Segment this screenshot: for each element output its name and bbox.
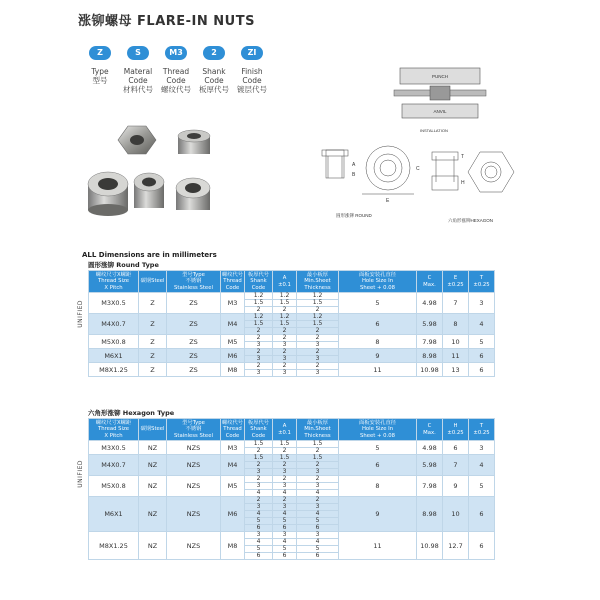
shank-code-cell: 3	[245, 469, 273, 476]
header-hole-size: 面板安装孔直径 Hole Size In Sheet + 0.08	[339, 419, 417, 441]
material-code-label: Materal Code 材料代号	[123, 67, 153, 94]
a-value-cell: 2	[273, 335, 297, 342]
hole-size-cell: 9	[339, 497, 417, 532]
stainless-part-cell: NZS	[167, 476, 221, 497]
hole-size-cell: 8	[339, 335, 417, 349]
stainless-part-cell: NZS	[167, 441, 221, 455]
a-value-cell: 2	[273, 476, 297, 483]
a-value-cell: 4	[273, 539, 297, 546]
round-table-body	[89, 271, 495, 377]
dimensions-note: ALL Dimensions are in millimeters	[82, 251, 217, 259]
thread-code-cell: M5	[221, 335, 245, 349]
a-value-cell: 6	[273, 525, 297, 532]
shank-code-cell: 3	[245, 532, 273, 539]
thread-code-cell: M3	[221, 293, 245, 314]
header-thread-code: 螺纹代号 Thread Code	[221, 419, 244, 439]
thread-code-cell: M4	[221, 314, 245, 335]
shank-code-cell: 2	[245, 448, 273, 455]
c-max-cell: 4.98	[417, 293, 443, 314]
min-sheet-cell: 3	[297, 532, 339, 539]
part-number-code-legend	[84, 46, 284, 106]
hexagon-drawing-caption: 六角形涨铆HEXAGON	[448, 218, 494, 223]
stainless-part-cell: ZS	[167, 293, 221, 314]
a-value-cell: 3	[273, 342, 297, 349]
a-value-cell: 3	[273, 469, 297, 476]
c-max-cell: 5.98	[417, 314, 443, 335]
table-row	[89, 363, 495, 370]
thread-code	[160, 46, 192, 94]
header-steel: 碳钢Steel	[139, 271, 167, 293]
a-value-cell: 3	[273, 356, 297, 363]
header-min-sheet: 最小板厚 Min.Sheet Thickness	[297, 271, 339, 293]
a-value-cell: 1.5	[273, 441, 297, 448]
steel-part-cell: Z	[139, 293, 167, 314]
a-value-cell: 1.5	[273, 321, 297, 328]
hole-size-cell: 6	[339, 314, 417, 335]
dimension-drawings	[318, 142, 538, 230]
shank-code-label: Shank Code 板厚代号	[199, 67, 229, 94]
shank-code-cell: 2	[245, 476, 273, 483]
min-sheet-cell: 3	[297, 483, 339, 490]
shank-code-cell: 2	[245, 462, 273, 469]
t-value-cell: 3	[469, 441, 495, 455]
round-nut-image-top	[178, 130, 210, 154]
shank-code-cell: 6	[245, 525, 273, 532]
table-row	[89, 455, 495, 462]
a-value-cell: 5	[273, 546, 297, 553]
round-drawing-caption: 圆形涨铆 ROUND	[336, 213, 372, 218]
steel-part-cell: NZ	[139, 497, 167, 532]
shank-code-cell: 4	[245, 490, 273, 497]
round-nut-image-left	[88, 172, 128, 216]
hole-size-cell: 11	[339, 532, 417, 560]
a-value-cell: 3	[273, 532, 297, 539]
stainless-part-cell: ZS	[167, 335, 221, 349]
t-value-cell: 6	[469, 497, 495, 532]
h-value-cell: 12.7	[443, 532, 469, 560]
c-max-cell: 5.98	[417, 455, 443, 476]
a-value-cell: 4	[273, 490, 297, 497]
t-value-cell: 4	[469, 314, 495, 335]
thread-code-cell: M5	[221, 476, 245, 497]
min-sheet-cell: 3	[297, 469, 339, 476]
thread-size-cell: M5X0.8	[89, 335, 139, 349]
thread-code-cell: M6	[221, 497, 245, 532]
min-sheet-cell: 2	[297, 335, 339, 342]
finish-code	[236, 46, 268, 94]
shank-code-cell: 5	[245, 518, 273, 525]
thread-code-cell: M8	[221, 532, 245, 560]
round-nut-image-right	[176, 178, 210, 210]
shank-code-cell: 3	[245, 504, 273, 511]
min-sheet-cell: 1.5	[297, 455, 339, 462]
thread-code-label: Thread Code 螺纹代号	[161, 67, 191, 94]
a-value-cell: 2	[273, 448, 297, 455]
shank-code-cell: 3	[245, 342, 273, 349]
shank-code-cell: 2	[245, 307, 273, 314]
t-value-cell: 6	[469, 532, 495, 560]
header-thread-code: 螺纹代号 Thread Code	[221, 271, 244, 291]
finish-code-label: Finish Code 镀层代号	[237, 67, 267, 94]
a-value-cell: 2	[273, 349, 297, 356]
shank-code	[198, 46, 230, 94]
h-value-cell: 6	[443, 441, 469, 455]
dim-t-label: T	[461, 154, 465, 160]
dim-b-label: B	[352, 172, 356, 178]
min-sheet-cell: 4	[297, 511, 339, 518]
c-max-cell: 8.98	[417, 497, 443, 532]
shank-code-cell: 2	[245, 349, 273, 356]
shank-code-cell: 3	[245, 356, 273, 363]
stainless-part-cell: NZS	[167, 455, 221, 476]
c-max-cell: 7.98	[417, 335, 443, 349]
shank-code-cell: 6	[245, 553, 273, 560]
thread-size-cell: M6X1	[89, 349, 139, 363]
dim-h-label: H	[461, 180, 465, 186]
min-sheet-cell: 2	[297, 497, 339, 504]
shank-code-cell: 2	[245, 363, 273, 370]
anvil-label: ANVIL	[433, 109, 447, 114]
a-value-cell: 1.5	[273, 455, 297, 462]
header-min-sheet: 最小板厚 Min.Sheet Thickness	[297, 419, 339, 441]
header-t: T ±0.25	[469, 271, 495, 293]
type-code	[84, 46, 116, 85]
shank-code-cell: 2	[245, 497, 273, 504]
e-value-cell: 11	[443, 349, 469, 363]
header-shank-code: 板厚代号 Shank Code	[245, 271, 273, 293]
dim-c-label: C	[416, 166, 420, 172]
hexagon-side-label: UNIFIED	[77, 460, 84, 488]
header-shank-code: 板厚代号 Shank Code	[245, 419, 273, 441]
table-row	[89, 314, 495, 321]
material-code	[122, 46, 154, 94]
stainless-part-cell: NZS	[167, 532, 221, 560]
t-value-cell: 5	[469, 476, 495, 497]
c-max-cell: 8.98	[417, 349, 443, 363]
dim-a-label: A	[352, 162, 356, 168]
header-a: A ±0.1	[273, 419, 297, 441]
table-row	[89, 497, 495, 504]
a-value-cell: 3	[273, 504, 297, 511]
min-sheet-cell: 1.5	[297, 321, 339, 328]
e-value-cell: 8	[443, 314, 469, 335]
material-code-pill: S	[127, 46, 149, 60]
shank-code-cell: 3	[245, 483, 273, 490]
min-sheet-cell: 1.2	[297, 314, 339, 321]
stainless-part-cell: ZS	[167, 314, 221, 335]
hole-size-cell: 8	[339, 476, 417, 497]
steel-part-cell: Z	[139, 363, 167, 377]
min-sheet-cell: 3	[297, 356, 339, 363]
thread-size-cell: M3X0.5	[89, 293, 139, 314]
thread-size-cell: M5X0.8	[89, 476, 139, 497]
round-header-row	[89, 271, 495, 293]
c-max-cell: 10.98	[417, 363, 443, 377]
min-sheet-cell: 2	[297, 448, 339, 455]
steel-part-cell: Z	[139, 335, 167, 349]
thread-size-cell: M8X1.25	[89, 363, 139, 377]
hole-size-cell: 5	[339, 441, 417, 455]
hole-size-cell: 9	[339, 349, 417, 363]
shank-code-cell: 4	[245, 511, 273, 518]
hexagon-header-row	[89, 419, 495, 441]
a-value-cell: 5	[273, 518, 297, 525]
min-sheet-cell: 3	[297, 504, 339, 511]
min-sheet-cell: 5	[297, 546, 339, 553]
table-row	[89, 532, 495, 539]
t-value-cell: 3	[469, 293, 495, 314]
thread-size-cell: M4X0.7	[89, 314, 139, 335]
a-value-cell: 1.2	[273, 314, 297, 321]
c-max-cell: 4.98	[417, 441, 443, 455]
table-row	[89, 335, 495, 342]
thread-code-cell: M6	[221, 349, 245, 363]
c-max-cell: 10.98	[417, 532, 443, 560]
shank-code-pill: 2	[203, 46, 225, 60]
min-sheet-cell: 2	[297, 462, 339, 469]
round-type-heading: 圆形涨铆 Round Type	[88, 261, 159, 269]
min-sheet-cell: 1.5	[297, 441, 339, 448]
min-sheet-cell: 5	[297, 518, 339, 525]
hexagon-type-table	[88, 418, 495, 560]
a-value-cell: 2	[273, 307, 297, 314]
shank-code-cell: 1.5	[245, 300, 273, 307]
t-value-cell: 6	[469, 349, 495, 363]
shank-code-cell: 5	[245, 546, 273, 553]
header-c: C Max.	[417, 271, 443, 293]
hole-size-cell: 11	[339, 363, 417, 377]
steel-part-cell: Z	[139, 349, 167, 363]
shank-code-cell: 2	[245, 335, 273, 342]
installation-label: INSTALLATION	[420, 128, 448, 133]
min-sheet-cell: 6	[297, 525, 339, 532]
min-sheet-cell: 6	[297, 553, 339, 560]
hexagon-table-body	[89, 419, 495, 560]
type-code-pill: Z	[89, 46, 111, 60]
header-h: H ±0.25	[443, 419, 469, 441]
shank-code-cell: 4	[245, 539, 273, 546]
shank-code-cell: 1.5	[245, 455, 273, 462]
a-value-cell: 4	[273, 511, 297, 518]
product-photo	[84, 118, 234, 228]
e-value-cell: 7	[443, 293, 469, 314]
table-row	[89, 293, 495, 300]
thread-size-cell: M6X1	[89, 497, 139, 532]
shank-code-cell: 1.5	[245, 321, 273, 328]
min-sheet-cell: 2	[297, 328, 339, 335]
round-side-label: UNIFIED	[77, 300, 84, 328]
a-value-cell: 1.2	[273, 293, 297, 300]
t-value-cell: 5	[469, 335, 495, 349]
round-nut-image-middle	[134, 173, 164, 208]
table-row	[89, 441, 495, 448]
dim-e-label: E	[386, 198, 390, 204]
hexagon-type-heading: 六角形涨铆 Hexagon Type	[88, 409, 175, 417]
round-type-table	[88, 270, 495, 377]
header-thread-size: 螺纹尺寸X螺距 Thread Size X Pitch	[89, 419, 139, 441]
header-t: T ±0.25	[469, 419, 495, 441]
punch-label: PUNCH	[431, 74, 449, 79]
steel-part-cell: NZ	[139, 455, 167, 476]
a-value-cell: 3	[273, 483, 297, 490]
e-value-cell: 13	[443, 363, 469, 377]
min-sheet-cell: 2	[297, 307, 339, 314]
shank-code-cell: 1.2	[245, 293, 273, 300]
h-value-cell: 7	[443, 455, 469, 476]
stainless-part-cell: ZS	[167, 363, 221, 377]
table-row	[89, 349, 495, 356]
min-sheet-cell: 4	[297, 490, 339, 497]
t-value-cell: 4	[469, 455, 495, 476]
min-sheet-cell: 3	[297, 370, 339, 377]
header-c: C Max.	[417, 419, 443, 441]
stainless-part-cell: NZS	[167, 497, 221, 532]
shank-code-cell: 2	[245, 328, 273, 335]
thread-size-cell: M8X1.25	[89, 532, 139, 560]
thread-code-cell: M4	[221, 455, 245, 476]
thread-size-cell: M4X0.7	[89, 455, 139, 476]
h-value-cell: 10	[443, 497, 469, 532]
min-sheet-cell: 2	[297, 476, 339, 483]
shank-code-cell: 3	[245, 370, 273, 377]
steel-part-cell: NZ	[139, 441, 167, 455]
header-hole-size: 面板安装孔直径 Hole Size In Sheet + 0.08	[339, 271, 417, 293]
shank-code-cell: 1.2	[245, 314, 273, 321]
a-value-cell: 2	[273, 328, 297, 335]
a-value-cell: 3	[273, 370, 297, 377]
header-a: A ±0.1	[273, 271, 297, 293]
min-sheet-cell: 2	[297, 349, 339, 356]
hex-nut-image	[118, 126, 156, 154]
a-value-cell: 6	[273, 553, 297, 560]
h-value-cell: 9	[443, 476, 469, 497]
min-sheet-cell: 3	[297, 342, 339, 349]
thread-code-pill: M3	[165, 46, 187, 60]
header-thread-size: 螺纹尺寸X螺距 Thread Size X Pitch	[89, 271, 139, 293]
min-sheet-cell: 2	[297, 363, 339, 370]
e-value-cell: 10	[443, 335, 469, 349]
thread-code-cell: M8	[221, 363, 245, 377]
steel-part-cell: NZ	[139, 532, 167, 560]
a-value-cell: 2	[273, 462, 297, 469]
header-type: 型号Type 不锈钢 Stainless Steel	[167, 271, 221, 293]
type-code-label: Type 型号	[91, 67, 109, 85]
thread-code-cell: M3	[221, 441, 245, 455]
hole-size-cell: 5	[339, 293, 417, 314]
header-type: 型号Type 不锈钢 Stainless Steel	[167, 419, 221, 441]
t-value-cell: 6	[469, 363, 495, 377]
thread-size-cell: M3X0.5	[89, 441, 139, 455]
min-sheet-cell: 4	[297, 539, 339, 546]
a-value-cell: 1.5	[273, 300, 297, 307]
header-e: E ±0.25	[443, 271, 469, 293]
finish-code-pill: ZI	[241, 46, 263, 60]
hole-size-cell: 6	[339, 455, 417, 476]
min-sheet-cell: 1.5	[297, 300, 339, 307]
header-steel: 碳钢Steel	[139, 419, 167, 441]
c-max-cell: 7.98	[417, 476, 443, 497]
a-value-cell: 2	[273, 363, 297, 370]
shank-code-cell: 1.5	[245, 441, 273, 448]
min-sheet-cell: 1.2	[297, 293, 339, 300]
page-title: 涨铆螺母 FLARE-IN NUTS	[78, 14, 255, 29]
a-value-cell: 2	[273, 497, 297, 504]
steel-part-cell: NZ	[139, 476, 167, 497]
stainless-part-cell: ZS	[167, 349, 221, 363]
table-row	[89, 476, 495, 483]
installation-diagram	[390, 60, 490, 140]
steel-part-cell: Z	[139, 314, 167, 335]
